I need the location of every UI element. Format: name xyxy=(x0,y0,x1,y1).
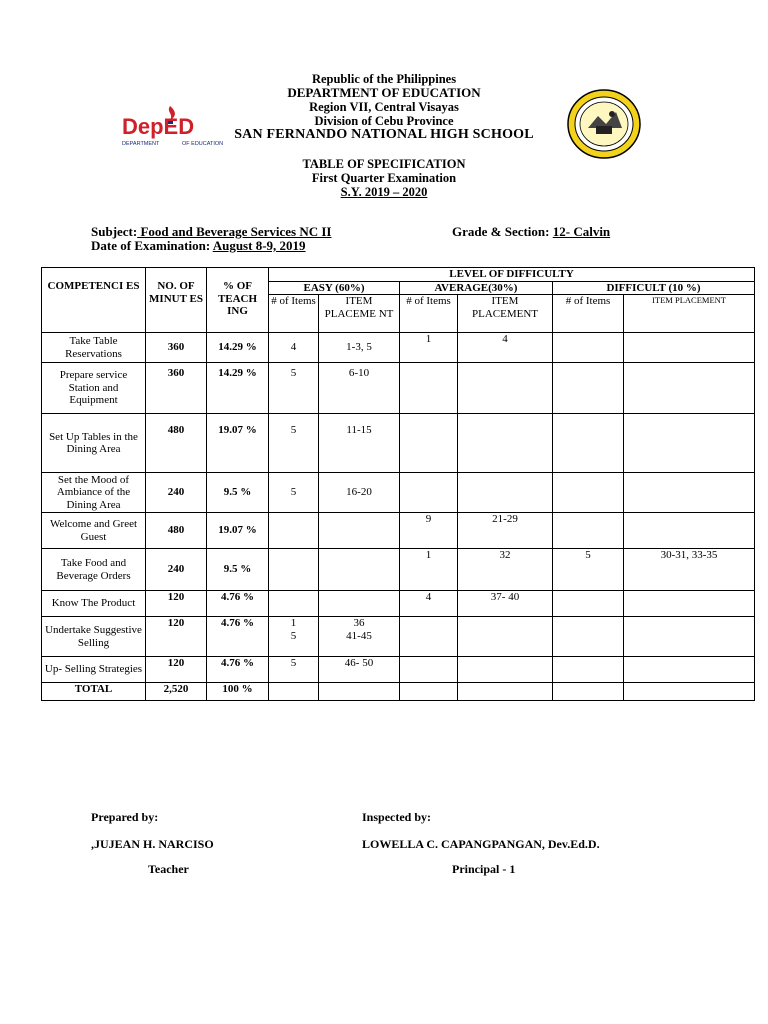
header-division: Division of Cebu Province xyxy=(314,114,454,128)
title-quarter: First Quarter Examination xyxy=(311,171,457,185)
date-label: Date of Examination: xyxy=(91,238,213,253)
header-school-name: SAN FERNANDO NATIONAL HIGH SCHOOL xyxy=(234,127,534,142)
total-minutes: 2,520 xyxy=(146,683,207,701)
header-average-placement: ITEM PLACEMENT xyxy=(458,295,553,333)
grade-value: 12- Calvin xyxy=(552,224,611,239)
prepared-by-label: Prepared by: xyxy=(91,810,159,824)
header-region: Region VII, Central Visayas xyxy=(309,100,459,114)
header-easy-placement: ITEM PLACEME NT xyxy=(319,295,400,333)
title-tos: TABLE OF SPECIFICATION xyxy=(302,157,466,171)
header-department: DEPARTMENT OF EDUCATION xyxy=(287,85,481,100)
svg-text:DEPARTMENT: DEPARTMENT xyxy=(122,141,160,147)
table-row: Set Up Tables in the Dining Area 480 19.07 % 5 11-15 xyxy=(42,414,755,473)
inspected-by-label: Inspected by: xyxy=(362,810,432,824)
subject-label: Subject: xyxy=(91,224,138,239)
header-minutes: NO. OF MINUT ES xyxy=(146,268,207,333)
header-difficult-placement: ITEM PLACEMENT xyxy=(624,295,755,333)
table-row: Set the Mood of Ambiance of the Dining Area 240 9.5 % 5 16-20 xyxy=(42,473,755,513)
header-difficult: DIFFICULT (10 %) xyxy=(553,281,755,295)
prepared-by-title: Teacher xyxy=(148,862,189,876)
table-row: Up- Selling Strategies 120 4.76 % 5 46- 50 xyxy=(42,657,755,683)
table-row: Prepare service Station and Equipment 360 14.29 % 5 6-10 xyxy=(42,363,755,414)
table-row: Undertake Suggestive Selling 120 4.76 % 1 5 36 41-45 xyxy=(42,617,755,657)
header-difficult-items: # of Items xyxy=(553,295,624,333)
inspected-by-name: LOWELLA C. CAPANGPANGAN, Dev.Ed.D. xyxy=(362,837,600,851)
header-competencies: COMPETENCI ES xyxy=(42,268,146,333)
date-value: August 8-9, 2019 xyxy=(212,238,306,253)
grade-label: Grade & Section: xyxy=(452,224,553,239)
exam-date-line xyxy=(91,238,306,254)
title-school-year: S.Y. 2019 – 2020 xyxy=(340,185,428,199)
header-average-items: # of Items xyxy=(400,295,458,333)
specification-table xyxy=(41,267,755,701)
svg-text:DepED: DepED xyxy=(122,114,195,139)
header-teaching-percent: % OF TEACH ING xyxy=(207,268,269,333)
header-easy-items: # of Items xyxy=(269,295,319,333)
grade-section-line xyxy=(452,224,610,240)
total-label: TOTAL xyxy=(42,683,146,701)
table-row-total xyxy=(42,683,755,701)
document-header xyxy=(0,72,768,142)
header-level-of-difficulty: LEVEL OF DIFFICULTY xyxy=(269,268,755,282)
document-title xyxy=(0,157,768,199)
header-average: AVERAGE(30%) xyxy=(400,281,553,295)
header-republic: Republic of the Philippines xyxy=(311,72,457,86)
subject-value: Food and Beverage Services NC II xyxy=(137,224,332,239)
svg-text:OF EDUCATION: OF EDUCATION xyxy=(182,141,224,147)
inspected-by-title: Principal - 1 xyxy=(452,862,516,876)
deped-logo xyxy=(120,104,238,148)
table-row: Welcome and Greet Guest 480 19.07 % 9 21-29 xyxy=(42,513,755,549)
table-row: Take Food and Beverage Orders 240 9.5 % 1 32 5 30-31, 33-35 xyxy=(42,549,755,591)
total-percent: 100 % xyxy=(207,683,269,701)
header-easy: EASY (60%) xyxy=(269,281,400,295)
table-row: Know The Product 120 4.76 % 4 37- 40 xyxy=(42,591,755,617)
school-seal-icon xyxy=(566,88,642,160)
table-row: Take Table Reservations 360 14.29 % 4 1-3, 5 1 4 xyxy=(42,333,755,363)
prepared-by-name: ,JUJEAN H. NARCISO xyxy=(91,837,214,851)
